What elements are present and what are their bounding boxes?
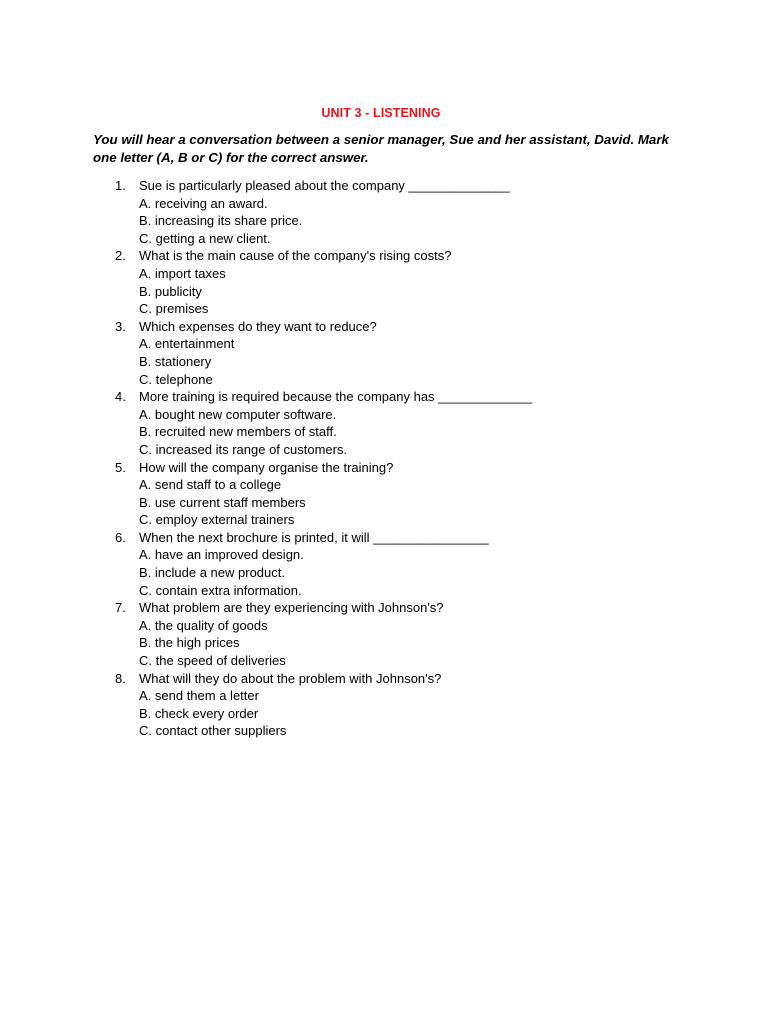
answer-option: C. telephone xyxy=(139,371,213,387)
answer-option: C. contact other suppliers xyxy=(139,723,287,739)
question-number: 5. xyxy=(115,459,126,475)
question-text: What is the main cause of the company's rising costs? xyxy=(139,248,452,264)
answer-option: C. contain extra information. xyxy=(139,582,302,598)
answer-option: A. send them a letter xyxy=(139,688,259,704)
question-line xyxy=(113,459,673,477)
question-number: 3. xyxy=(115,318,126,334)
page-title: UNIT 3 - LISTENING xyxy=(321,106,441,120)
answer-option: B. check every order xyxy=(139,705,259,721)
question-line xyxy=(113,529,673,547)
question-number: 6. xyxy=(115,529,126,545)
question-line xyxy=(113,388,673,406)
answer-option: C. increased its range of customers. xyxy=(139,441,348,457)
question-item xyxy=(113,670,673,740)
question-number: 2. xyxy=(115,248,126,264)
answer-option: A. bought new computer software. xyxy=(139,406,337,422)
answer-option: A. the quality of goods xyxy=(139,617,268,633)
answer-option: B. stationery xyxy=(139,353,212,369)
answer-option: A. receiving an award. xyxy=(139,195,268,211)
answer-option: B. recruited new members of staff. xyxy=(139,424,337,440)
answer-option: A. entertainment xyxy=(139,336,235,352)
question-text: Which expenses do they want to reduce? xyxy=(139,318,377,334)
question-text: Sue is particularly pleased about the company ______________ xyxy=(139,178,510,193)
answer-option: B. use current staff members xyxy=(139,494,306,510)
instructions-text: You will hear a conversation between a senior manager, Sue and her assistant, David. Mark one letter (A, B or C) for the correct answer. xyxy=(93,132,669,165)
question-number: 7. xyxy=(115,600,126,616)
answer-option: A. import taxes xyxy=(139,265,226,281)
question-line xyxy=(113,247,673,265)
question-item xyxy=(113,388,673,458)
question-text: When the next brochure is printed, it will ________________ xyxy=(139,529,489,545)
question-line xyxy=(113,599,673,617)
question-item xyxy=(113,318,673,388)
question-number: 4. xyxy=(115,389,126,405)
answer-option: B. the high prices xyxy=(139,635,240,651)
question-text: What will they do about the problem with Johnson's? xyxy=(139,670,442,686)
answer-option: B. publicity xyxy=(139,283,202,299)
answer-option: C. employ external trainers xyxy=(139,512,295,528)
question-item xyxy=(113,599,673,669)
question-item xyxy=(113,177,673,247)
question-number: 8. xyxy=(115,670,126,686)
question-line xyxy=(113,670,673,688)
question-line xyxy=(113,177,673,195)
question-text: What problem are they experiencing with Johnson's? xyxy=(139,600,444,616)
question-list xyxy=(113,177,673,740)
answer-option: C. the speed of deliveries xyxy=(139,653,286,669)
question-text: How will the company organise the training? xyxy=(139,459,394,475)
answer-option: B. include a new product. xyxy=(139,565,285,581)
question-item xyxy=(113,459,673,529)
question-text: More training is required because the company has _____________ xyxy=(139,389,533,405)
answer-option: B. increasing its share price. xyxy=(139,213,303,229)
question-item xyxy=(113,529,673,599)
answer-option: A. send staff to a college xyxy=(139,477,282,493)
question-line xyxy=(113,318,673,336)
answer-option: C. premises xyxy=(139,301,209,317)
question-item xyxy=(113,247,673,317)
answer-option: A. have an improved design. xyxy=(139,547,304,563)
question-number: 1. xyxy=(115,178,126,193)
answer-option: C. getting a new client. xyxy=(139,230,271,246)
